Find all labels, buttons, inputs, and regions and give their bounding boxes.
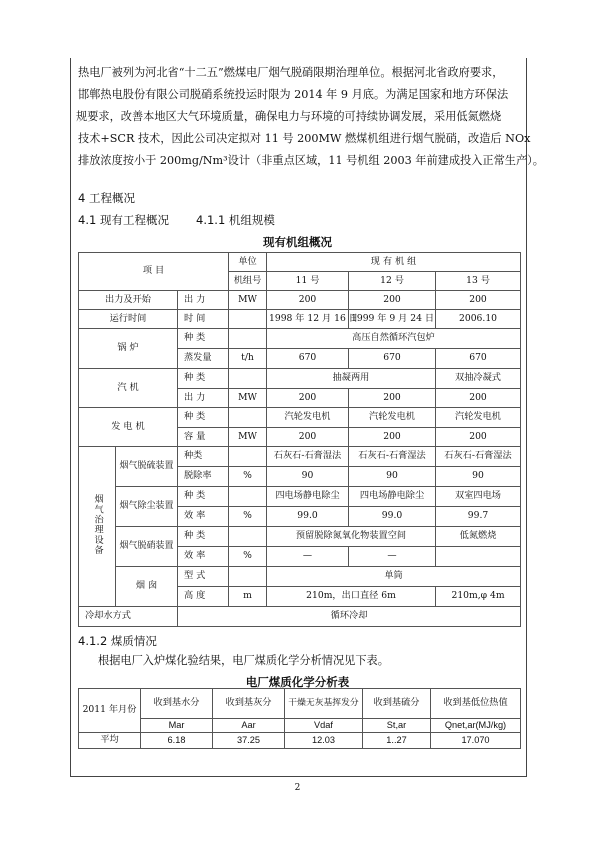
table-cell: —	[267, 547, 349, 567]
table-cell	[229, 369, 267, 389]
table-caption: 现有机组概况	[263, 235, 332, 249]
table-cell: 时 间	[178, 310, 229, 329]
table-cell: 种 类	[178, 487, 229, 507]
table-cell	[229, 408, 267, 428]
table-cell: 效 率	[178, 547, 229, 567]
subsection-heading: 4.1.2 煤质情况	[78, 634, 157, 648]
row-label-denitrification: 烟气脱硝装置	[116, 527, 178, 567]
table-cell: 高 度	[178, 587, 229, 607]
header-unit-12: 12 号	[349, 272, 436, 291]
unit-overview-table	[78, 252, 521, 627]
table-cell: 种 类	[178, 329, 229, 349]
table-cell	[229, 329, 267, 349]
table-cell: 种 类	[178, 408, 229, 428]
table-cell: 200	[349, 291, 436, 310]
table-cell: 99.7	[436, 507, 521, 527]
table-cell: 2006.10	[436, 310, 521, 329]
table-cell: 汽轮发电机	[267, 408, 349, 428]
header-unit-13: 13 号	[436, 272, 521, 291]
table-cell: 200	[349, 428, 436, 447]
table-cell: m	[229, 587, 267, 607]
table-cell: 200	[267, 291, 349, 310]
header-symbol: Mar	[141, 719, 213, 733]
table-cell: 种类	[178, 447, 229, 467]
table-cell: 1999 年 9 月 24 日	[349, 310, 436, 329]
table-cell: 低氮燃烧	[436, 527, 521, 547]
table-cell: 99.0	[349, 507, 436, 527]
subsection-heading: 4.1 现有工程概况	[78, 213, 169, 227]
table-cell: 种 类	[178, 527, 229, 547]
header-unit-11: 11 号	[267, 272, 349, 291]
table-cell: 汽轮发电机	[436, 408, 521, 428]
table-cell: 37.25	[213, 733, 285, 749]
table-caption: 电厂煤质化学分析表	[245, 675, 350, 689]
header-existing-units: 现 有 机 组	[267, 253, 521, 272]
header-symbol: Vdaf	[285, 719, 363, 733]
paragraph-line: 排放浓度按小于 200mg/Nm³设计（非重点区域，11 号机组 2003 年前建成投入正常生产）。	[78, 154, 544, 167]
header-month: 2011 年月份	[79, 689, 141, 733]
table-cell: MW	[229, 291, 267, 310]
header-sulfur: 收到基硫分	[363, 689, 431, 719]
table-cell: 210m，出口直径 6m	[267, 587, 436, 607]
subsubsection-heading: 4.1.1 机组规模	[196, 213, 275, 227]
table-cell: 670	[267, 349, 349, 369]
table-cell: 脱除率	[178, 467, 229, 487]
table-cell: %	[229, 547, 267, 567]
paragraph-line: 根据电厂入炉煤化验结果，电厂煤质化学分析情况见下表。	[98, 654, 389, 667]
row-label-flue-gas-equipment	[79, 447, 116, 607]
paragraph-line: 热电厂被列为河北省“十二五”燃煤电厂烟气脱硝限期治理单位。根据河北省政府要求，	[78, 66, 504, 79]
table-cell: 200	[267, 428, 349, 447]
table-cell: 型 式	[178, 567, 229, 587]
row-label-desulfurization: 烟气脱硫装置	[116, 447, 178, 487]
table-cell: 石灰石-石膏湿法	[436, 447, 521, 467]
header-ash: 收到基灰分	[213, 689, 285, 719]
table-cell	[229, 310, 267, 329]
coal-intro	[98, 650, 518, 672]
table-cell: 双抽冷凝式	[436, 369, 521, 389]
row-label-chimney: 烟 囱	[116, 567, 178, 607]
intro-paragraph	[76, 62, 544, 172]
table-cell: 单筒	[267, 567, 521, 587]
table-cell: 出 力	[178, 291, 229, 310]
table-cell: 12.03	[285, 733, 363, 749]
table-cell: 1998 年 12 月 16 日	[267, 310, 349, 329]
header-moisture: 收到基水分	[141, 689, 213, 719]
table-cell: 汽轮发电机	[349, 408, 436, 428]
table-cell: 循环冷却	[178, 607, 521, 627]
table-cell: 200	[436, 428, 521, 447]
page-number: 2	[294, 783, 301, 793]
header-symbol: Qnet,ar(MJ/kg)	[431, 719, 521, 733]
row-label-turbine: 汽 机	[79, 369, 178, 408]
header-heat-value: 收到基低位热值	[431, 689, 521, 719]
table-cell: 双室四电场	[436, 487, 521, 507]
coal-analysis-table	[78, 688, 521, 749]
table-cell: MW	[229, 389, 267, 408]
header-item: 项 目	[79, 253, 229, 291]
table-cell	[229, 527, 267, 547]
table-cell: 四电场静电除尘	[349, 487, 436, 507]
header-volatile: 干燥无灰基挥发分	[285, 689, 363, 719]
table-cell	[229, 567, 267, 587]
header-symbol: St,ar	[363, 719, 431, 733]
table-cell: 670	[436, 349, 521, 369]
table-cell: 四电场静电除尘	[267, 487, 349, 507]
table-cell: 效 率	[178, 507, 229, 527]
paragraph-line: 邯郸热电股份有限公司脱硝系统投运时限为 2014 年 9 月底。为满足国家和地方环保法	[78, 88, 509, 101]
table-cell: 出 力	[178, 389, 229, 408]
table-cell: 种 类	[178, 369, 229, 389]
table-cell: %	[229, 467, 267, 487]
table-cell: 200	[436, 389, 521, 408]
row-label-generator: 发 电 机	[79, 408, 178, 447]
table-cell: 200	[436, 291, 521, 310]
table-cell: 90	[436, 467, 521, 487]
paragraph-line: 规要求，改善本地区大气环境质量，确保电力与环境的可持续协调发展，采用低氮燃烧	[76, 110, 502, 123]
header-unit-no: 机组号	[229, 272, 267, 291]
paragraph-line: 技术+SCR 技术，因此公司决定拟对 11 号 200MW 燃煤机组进行烟气脱硝，改造后 NOx	[78, 132, 531, 145]
table-cell	[229, 487, 267, 507]
table-cell: 石灰石-石膏湿法	[349, 447, 436, 467]
table-cell: 容 量	[178, 428, 229, 447]
table-cell: 运行时间	[79, 310, 178, 329]
row-label-average: 平均	[79, 733, 141, 749]
table-cell: 石灰石-石膏湿法	[267, 447, 349, 467]
table-cell: 200	[349, 389, 436, 408]
table-cell: 预留脱除氮氧化物装置空间	[267, 527, 436, 547]
vertical-label: 烟气治理设备	[92, 494, 104, 556]
table-cell: 抽凝两用	[267, 369, 436, 389]
section-heading: 4 工程概况	[78, 191, 135, 205]
table-cell: t/h	[229, 349, 267, 369]
table-cell: 17.070	[431, 733, 521, 749]
table-cell	[229, 447, 267, 467]
row-label-boiler: 锅 炉	[79, 329, 178, 369]
table-cell: 90	[267, 467, 349, 487]
table-cell: 6.18	[141, 733, 213, 749]
table-cell: —	[349, 547, 436, 567]
table-cell: 蒸发量	[178, 349, 229, 369]
table-cell: 99.0	[267, 507, 349, 527]
table-cell: 高压自然循环汽包炉	[267, 329, 521, 349]
table-cell: 210m,φ 4m	[436, 587, 521, 607]
table-cell: 90	[349, 467, 436, 487]
row-label-dust-removal: 烟气除尘装置	[116, 487, 178, 527]
table-cell: 冷却水方式	[79, 607, 178, 627]
table-cell	[436, 547, 521, 567]
table-cell: %	[229, 507, 267, 527]
table-cell: 1..27	[363, 733, 431, 749]
header-unit: 单位	[229, 253, 267, 272]
table-cell: 670	[349, 349, 436, 369]
header-symbol: Aar	[213, 719, 285, 733]
table-cell: 出力及开始	[79, 291, 178, 310]
table-cell: MW	[229, 428, 267, 447]
table-cell: 200	[267, 389, 349, 408]
